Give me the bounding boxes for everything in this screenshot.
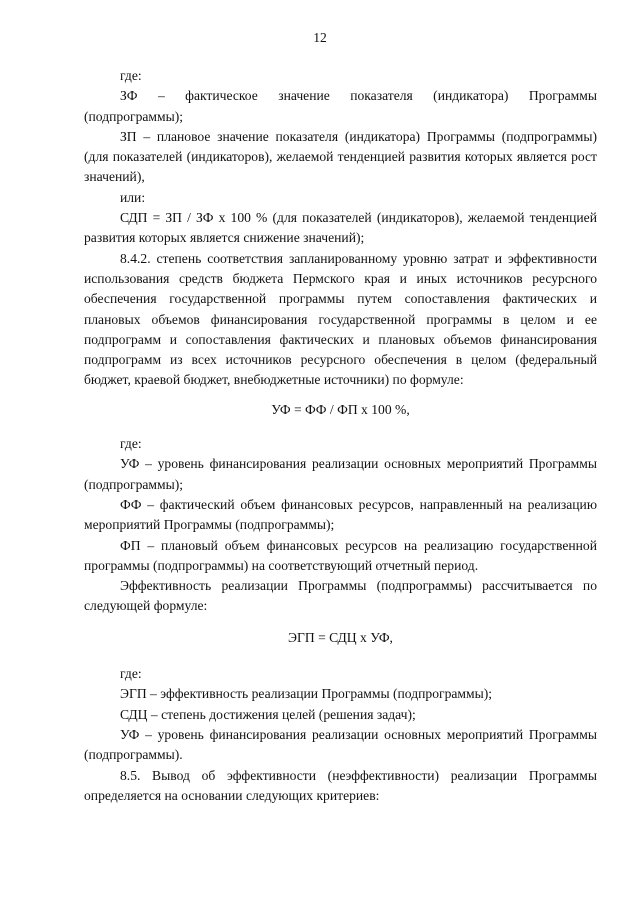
formula-uf: УФ = ФФ / ФП х 100 %, — [271, 401, 410, 417]
definition-uf: УФ – уровень финансирования реализации основных мероприятий Программы (подпрограммы); — [84, 456, 597, 492]
page-number: 12 — [313, 30, 327, 45]
formula-sdp-inline: СДП = ЗП / ЗФ х 100 % (для показателей (индикаторов), желаемой тенденцией развития которых является снижение значений); — [84, 210, 597, 246]
paragraph-where-3: где: — [120, 666, 142, 682]
paragraph-8-4-2: 8.4.2. степень соответствия запланированному уровню затрат и эффективности использования средств бюджета Пермского края и иных источников ресурсного обеспечения государственной программы путем сопоставления фактических и плановых объемов финансирования государственной программы в целом и ее подпрограмм и сопоставления фактических и плановых объемов финансирования подпрограмм из всех источников ресурсного обеспечения в целом (федеральный бюджет, краевой бюджет, внебюджетные источники) по формуле: — [84, 250, 597, 388]
definition-egp: ЭГП – эффективность реализации Программы (подпрограммы); — [120, 686, 493, 702]
paragraph-8-5: 8.5. Вывод об эффективности (неэффективности) реализации Программы определяется на основании следующих критериев: — [84, 767, 597, 803]
definition-zf: ЗФ – фактическое значение показателя (индикатора) Программы (подпрограммы); — [84, 88, 597, 124]
definition-uf-2: УФ – уровень финансирования реализации основных мероприятий Программы (подпрограммы). — [84, 726, 597, 763]
definition-sdc: СДЦ – степень достижения целей (решения задач); — [120, 706, 416, 722]
document-body — [84, 66, 597, 806]
paragraph-or: или: — [120, 189, 146, 205]
paragraph-efficiency: Эффективность реализации Программы (подпрограммы) рассчитывается по следующей формуле: — [84, 578, 597, 614]
formula-egp: ЭГП = СДЦ х УФ, — [288, 629, 393, 645]
paragraph-where-2: где: — [120, 436, 142, 452]
definition-ff: ФФ – фактический объем финансовых ресурсов, направленный на реализацию мероприятий Программы (подпрограммы); — [84, 496, 597, 533]
definition-fp: ФП – плановый объем финансовых ресурсов на реализацию государственной программы (подпрограммы) на соответствующий отчетный период. — [84, 537, 597, 573]
definition-zp: ЗП – плановое значение показателя (индикатора) Программы (подпрограммы) (для показателей (индикаторов), желаемой тенденцией развития которых является рост значений), — [84, 128, 597, 185]
paragraph-where-1: где: — [120, 68, 142, 83]
